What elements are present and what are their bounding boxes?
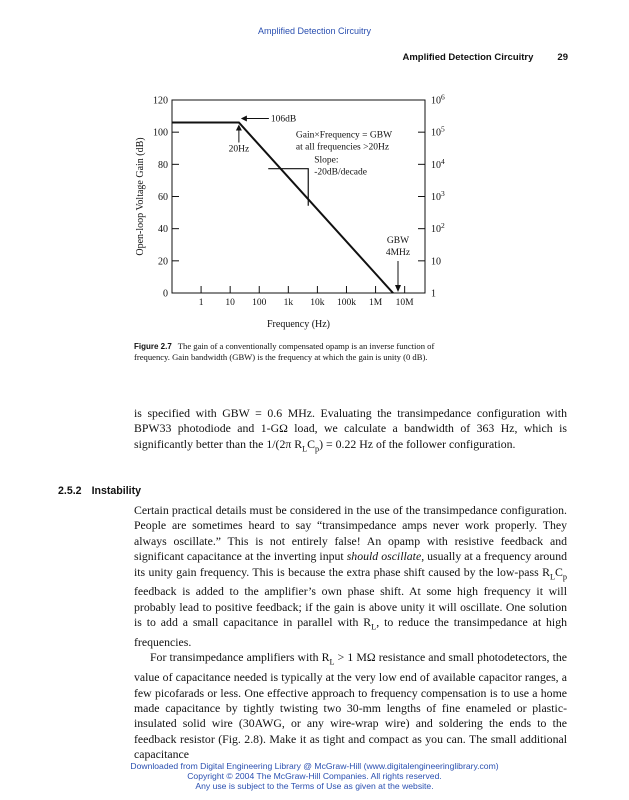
p2-sub-a: L — [549, 571, 555, 581]
p1-text-a: is specified with GBW = 0.6 MHz. Evaluating the transimpedance configuration with BPW33 photodiode and 1-GΩ load, we calculate a bandwidth of 363 Hz, which is significantly better than the 1/(2π R — [134, 406, 567, 451]
p2-text-c: C — [555, 564, 563, 579]
section-title: Instability — [91, 485, 142, 497]
right-axis-label: $10^2$ — [431, 221, 445, 236]
x-tick-label: 100k — [336, 298, 356, 308]
page-number: 29 — [557, 52, 568, 63]
y-tick-label: 80 — [158, 159, 168, 171]
x-tick-label: 10M — [395, 298, 414, 308]
slope-bracket — [268, 169, 308, 206]
dc-gain-label: 106dB — [270, 114, 297, 125]
p3-text-a: For transimpedance amplifiers with R — [150, 650, 330, 665]
y-tick-label: 100 — [153, 127, 168, 139]
p2-sub-c: L — [371, 622, 377, 632]
footer — [0, 761, 629, 791]
x-axis-title: Frequency (Hz) — [266, 319, 331, 330]
y-tick-label: 120 — [153, 95, 168, 107]
p2-sub-b: p — [562, 571, 567, 581]
gain-frequency-chart — [128, 84, 468, 340]
footer-line-2: Copyright © 2004 The McGraw-Hill Companies. All rights reserved. — [187, 771, 442, 781]
x-tick-label: 10k — [310, 298, 325, 308]
x-tick-label: 1 — [198, 298, 204, 308]
paragraph-bandwidth — [134, 406, 567, 457]
p2-text-b: , usually at a frequency around its unity gain frequency. This is because the extra phase shift caused by the low-pass R — [134, 549, 567, 579]
x-tick-label: 10 — [225, 298, 235, 308]
running-head: Amplified Detection Circuitry — [257, 26, 372, 36]
p1-sub-a: L — [302, 444, 308, 454]
plot-frame — [172, 100, 425, 293]
p2-italic: should oscillate — [346, 549, 422, 564]
gbw-note-line1: Gain×Frequency = GBW — [295, 130, 393, 141]
y-tick-label: 20 — [158, 256, 168, 268]
right-axis-label: 1 — [431, 288, 436, 300]
gbw-arrowhead — [395, 285, 401, 292]
x-tick-label: 100 — [252, 298, 267, 308]
p1-text-c: ) = 0.22 Hz of the follower configuration. — [319, 436, 516, 451]
right-axis-label: $10^6$ — [431, 92, 445, 107]
gbw-note-line2: at all frequencies >20Hz — [295, 142, 390, 153]
right-axis-label: 10 — [431, 256, 441, 268]
p1-text-b: C — [307, 436, 316, 451]
y-tick-label: 0 — [163, 288, 168, 300]
p2-text-e: , to reduce the transimpedance at high frequencies. — [134, 615, 567, 649]
figure-caption-text: The gain of a conventionally compensated opamp is an inverse function of frequency. Gain bandwidth (GBW) is the frequency at which the gain is unity (0 dB). — [134, 341, 435, 362]
section-heading — [58, 485, 141, 497]
x-tick-label: 1k — [283, 298, 294, 308]
paragraph-instability — [134, 503, 567, 650]
p3-sub-a: L — [329, 657, 335, 667]
header-title: Amplified Detection Circuitry — [402, 52, 534, 63]
p2-text-d: feedback is added to the amplifier’s own phase shift. At some high frequency it will probably lead to positive feedback; if the gain is above unity it will oscillate. One solution is to add a small capacitance in parallel with R — [134, 584, 567, 630]
page-header — [0, 52, 568, 63]
section-body — [134, 503, 567, 763]
slope-label-line2: -20dB/decade — [314, 167, 368, 178]
p2-text-a: Certain practical details must be considered in the use of the transimpedance configuration. People are sometimes heard to say “transimpedance amps never work properly. They always oscillate.” This is not entirely false! An opamp with resistive feedback and significant capacitance at the inverting input — [134, 503, 567, 564]
slope-label-line1: Slope: — [314, 155, 339, 166]
chart-axes — [135, 93, 445, 331]
p3-text-b: > 1 MΩ resistance and small photodetectors, the value of capacitance needed is typically at the very low end of available capacitor ranges, a few picofarads or less. One effective approach to frequency compensation is to use a home made capacitance by tightly twisting two 30-mm lengths of fine enameled or plastic-insulated solid wire (30AWG, or any wire-wrap wire) and soldering the ends to the feedback resistor (Fig. 2.8). Make it as tight and compact as you can. The small additional capacitance — [134, 650, 567, 762]
right-axis-label: $10^3$ — [431, 189, 445, 203]
gbw-point-label-line2: 4MHz — [385, 248, 411, 258]
p1-sub-b: p — [315, 444, 320, 454]
corner-label: 20Hz — [228, 144, 250, 155]
right-axis-label: $10^5$ — [431, 124, 445, 139]
figure-label: Figure 2.7 — [134, 342, 172, 351]
footer-line-1: Downloaded from Digital Engineering Library @ McGraw-Hill (www.digitalengineeringlibrary.com) — [130, 761, 499, 771]
figure-caption — [134, 341, 464, 363]
y-tick-label: 60 — [158, 192, 168, 203]
paragraph-compensation — [134, 650, 567, 762]
y-tick-label: 40 — [158, 224, 168, 236]
right-axis-label: $10^4$ — [431, 156, 445, 171]
y-axis-title: Open-loop Voltage Gain (dB) — [135, 137, 146, 256]
footer-line-3: Any use is subject to the Terms of Use as given at the website. — [195, 781, 434, 791]
dc-gain-arrowhead — [241, 116, 247, 122]
section-number: 2.5.2 — [58, 485, 82, 497]
x-tick-label: 1M — [368, 298, 383, 308]
gbw-point-label-line1: GBW — [386, 236, 410, 246]
